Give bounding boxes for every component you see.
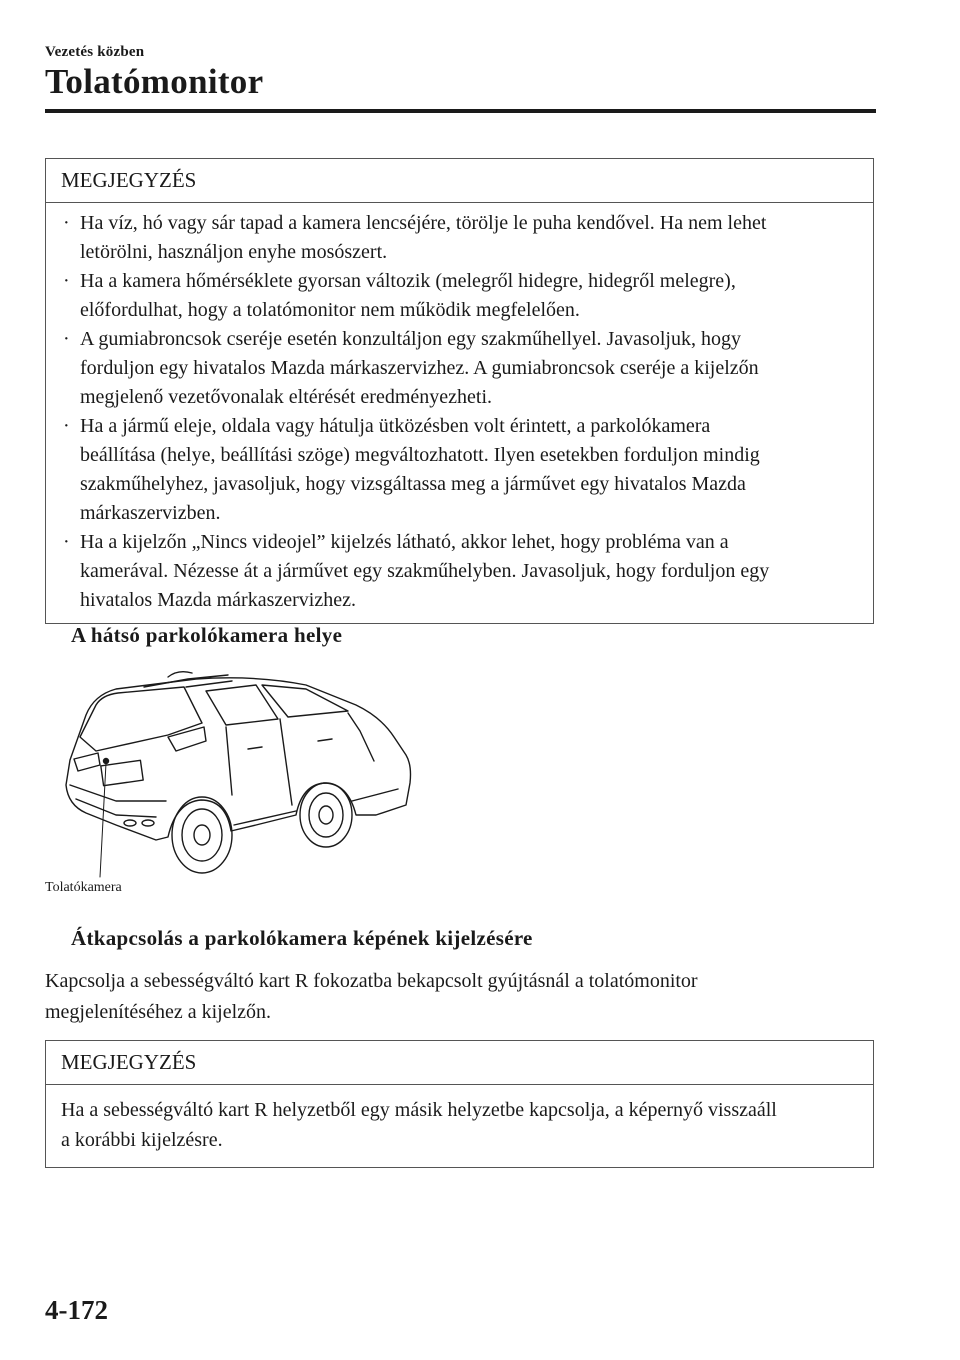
camera-caption: Tolatókamera <box>45 880 122 895</box>
note-line: Ha víz, hó vagy sár tapad a kamera lencséjére, törölje le puha kendővel. Ha nem lehet <box>80 212 767 234</box>
note-line: Ha a kijelzőn „Nincs videojel” kijelzés látható, akkor lehet, hogy probléma van a <box>80 531 729 553</box>
note-line: szakműhelyhez, javasoljuk, hogy vizsgáltassa meg a járművet egy hivatalos Mazda <box>80 473 746 495</box>
paragraph-line: megjelenítéséhez a kijelzőn. <box>45 1001 272 1023</box>
bullet-icon: · <box>63 212 70 234</box>
page-number: 4-172 <box>45 1295 108 1325</box>
bullet-icon: · <box>63 328 70 350</box>
note-heading: MEGJEGYZÉS <box>46 159 873 203</box>
note-line: előfordulhat, hogy a tolatómonitor nem működik megfelelően. <box>80 299 580 321</box>
note-box-2 <box>45 1040 874 1168</box>
note-line: forduljon egy hivatalos Mazda márkaszervizhez. A gumiabroncsok cseréje a kijelzőn <box>80 357 759 379</box>
note-line: a korábbi kijelzésre. <box>61 1129 223 1151</box>
switch-display-heading: Átkapcsolás a parkolókamera képének kijelzésére <box>71 926 533 950</box>
note-item <box>61 267 858 325</box>
note-body <box>46 203 873 623</box>
instruction-paragraph <box>45 966 865 1028</box>
bullet-icon: · <box>63 415 70 437</box>
note-line: A gumiabroncsok cseréje esetén konzultáljon egy szakműhellyel. Javasoljuk, hogy <box>80 328 741 350</box>
note-line: Ha a sebességváltó kart R helyzetből egy másik helyzetbe kapcsolja, a képernyő visszaáll <box>61 1099 777 1121</box>
bullet-icon: · <box>63 270 70 292</box>
note-line: márkaszervizben. <box>80 502 221 524</box>
car-rear-camera-illustration <box>56 665 426 885</box>
note-line: kamerával. Nézesse át a járművet egy szakműhelyben. Javasoljuk, hogy forduljon egy <box>80 560 770 582</box>
note-line: Ha a kamera hőmérséklete gyorsan változik (melegről hidegre, hidegről melegre), <box>80 270 736 292</box>
note-item <box>61 209 858 267</box>
note-line: megjelenő vezetővonalak eltérését eredményezheti. <box>80 386 493 408</box>
camera-location-heading: A hátsó parkolókamera helye <box>71 623 343 647</box>
note-body <box>46 1085 873 1167</box>
note-line: hivatalos Mazda márkaszervizhez. <box>80 589 356 611</box>
note-line: beállítása (helye, beállítási szöge) megváltozhatott. Ilyen esetekben forduljon mindig <box>80 444 760 466</box>
section-header: Vezetés közben <box>45 44 145 60</box>
note-box-1 <box>45 158 874 624</box>
note-item <box>61 325 858 412</box>
note-line: Ha a jármű eleje, oldala vagy hátulja ütközésben volt érintett, a parkolókamera <box>80 415 711 437</box>
note-item <box>61 412 858 528</box>
paragraph-line: Kapcsolja a sebességváltó kart R fokozatba bekapcsolt gyújtásnál a tolatómonitor <box>45 970 698 992</box>
page-title: Tolatómonitor <box>45 62 264 101</box>
bullet-icon: · <box>63 531 70 553</box>
header-divider <box>45 109 876 113</box>
note-item <box>61 528 858 615</box>
note-heading: MEGJEGYZÉS <box>46 1041 873 1085</box>
note-line: letörölni, használjon enyhe mosószert. <box>80 241 388 263</box>
